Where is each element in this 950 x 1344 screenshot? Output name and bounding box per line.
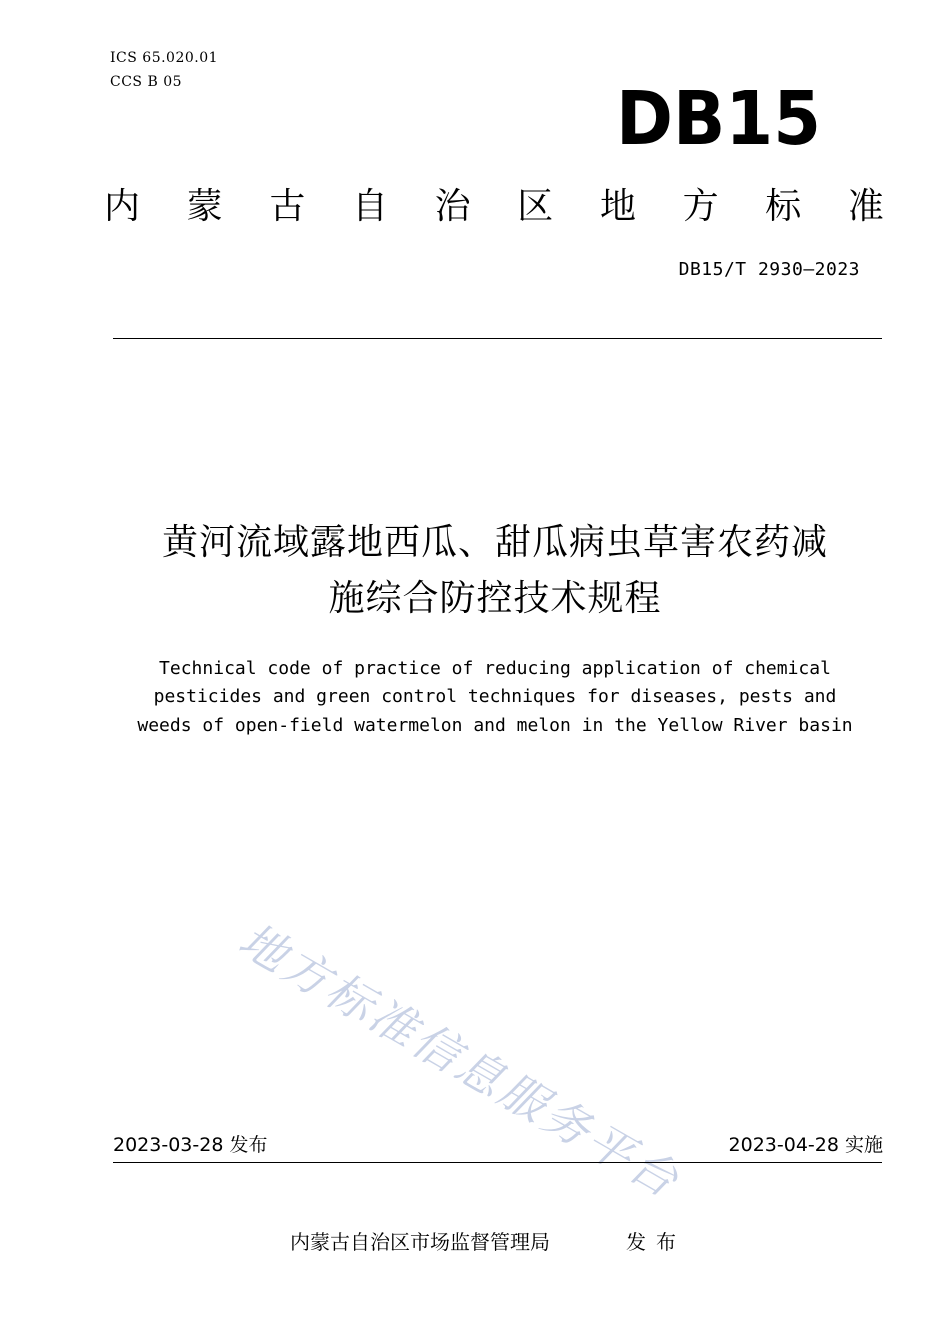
implementation-date: 2023-04-28 实施 xyxy=(728,1134,883,1156)
title-en-line-1: Technical code of practice of reducing application of chemical xyxy=(159,658,831,679)
standard-type-char: 方 xyxy=(682,186,719,227)
title-en-line-2: pesticides and green control techniques for diseases, pests and xyxy=(153,686,837,707)
standard-type-char: 标 xyxy=(765,186,802,227)
db15-logo xyxy=(616,78,826,158)
standard-number: DB15/T 2930—2023 xyxy=(678,259,860,280)
logo-text: DB15 xyxy=(616,78,821,158)
watermark: 地方标准信息服务平台 xyxy=(230,912,691,1209)
bottom-divider xyxy=(113,1162,882,1163)
standard-type-char: 古 xyxy=(269,186,306,227)
classification-codes xyxy=(110,46,218,94)
standard-type-char: 自 xyxy=(351,186,388,227)
standard-type-char: 治 xyxy=(434,186,471,227)
standard-type-char: 内 xyxy=(104,186,141,227)
ccs-code: CCS B 05 xyxy=(110,74,183,90)
standard-type-char: 区 xyxy=(517,186,554,227)
ics-code: ICS 65.020.01 xyxy=(110,50,219,66)
standard-type xyxy=(104,183,884,231)
standard-type-char: 蒙 xyxy=(186,186,223,227)
issue-date: 2023-03-28 发布 xyxy=(113,1134,268,1156)
title-cn-line-2: 施综合防控技术规程 xyxy=(328,578,662,619)
title-cn-line-1: 黄河流域露地西瓜、甜瓜病虫草害农药减 xyxy=(161,522,828,563)
issuer-action: 发布 xyxy=(626,1230,686,1254)
standard-type-char: 地 xyxy=(599,186,636,227)
top-divider xyxy=(113,338,882,339)
title-en-line-3: weeds of open-field watermelon and melon in the Yellow River basin xyxy=(137,715,853,736)
standard-type-char: 准 xyxy=(847,186,884,227)
issuing-authority: 内蒙古自治区市场监督管理局 xyxy=(290,1230,550,1254)
